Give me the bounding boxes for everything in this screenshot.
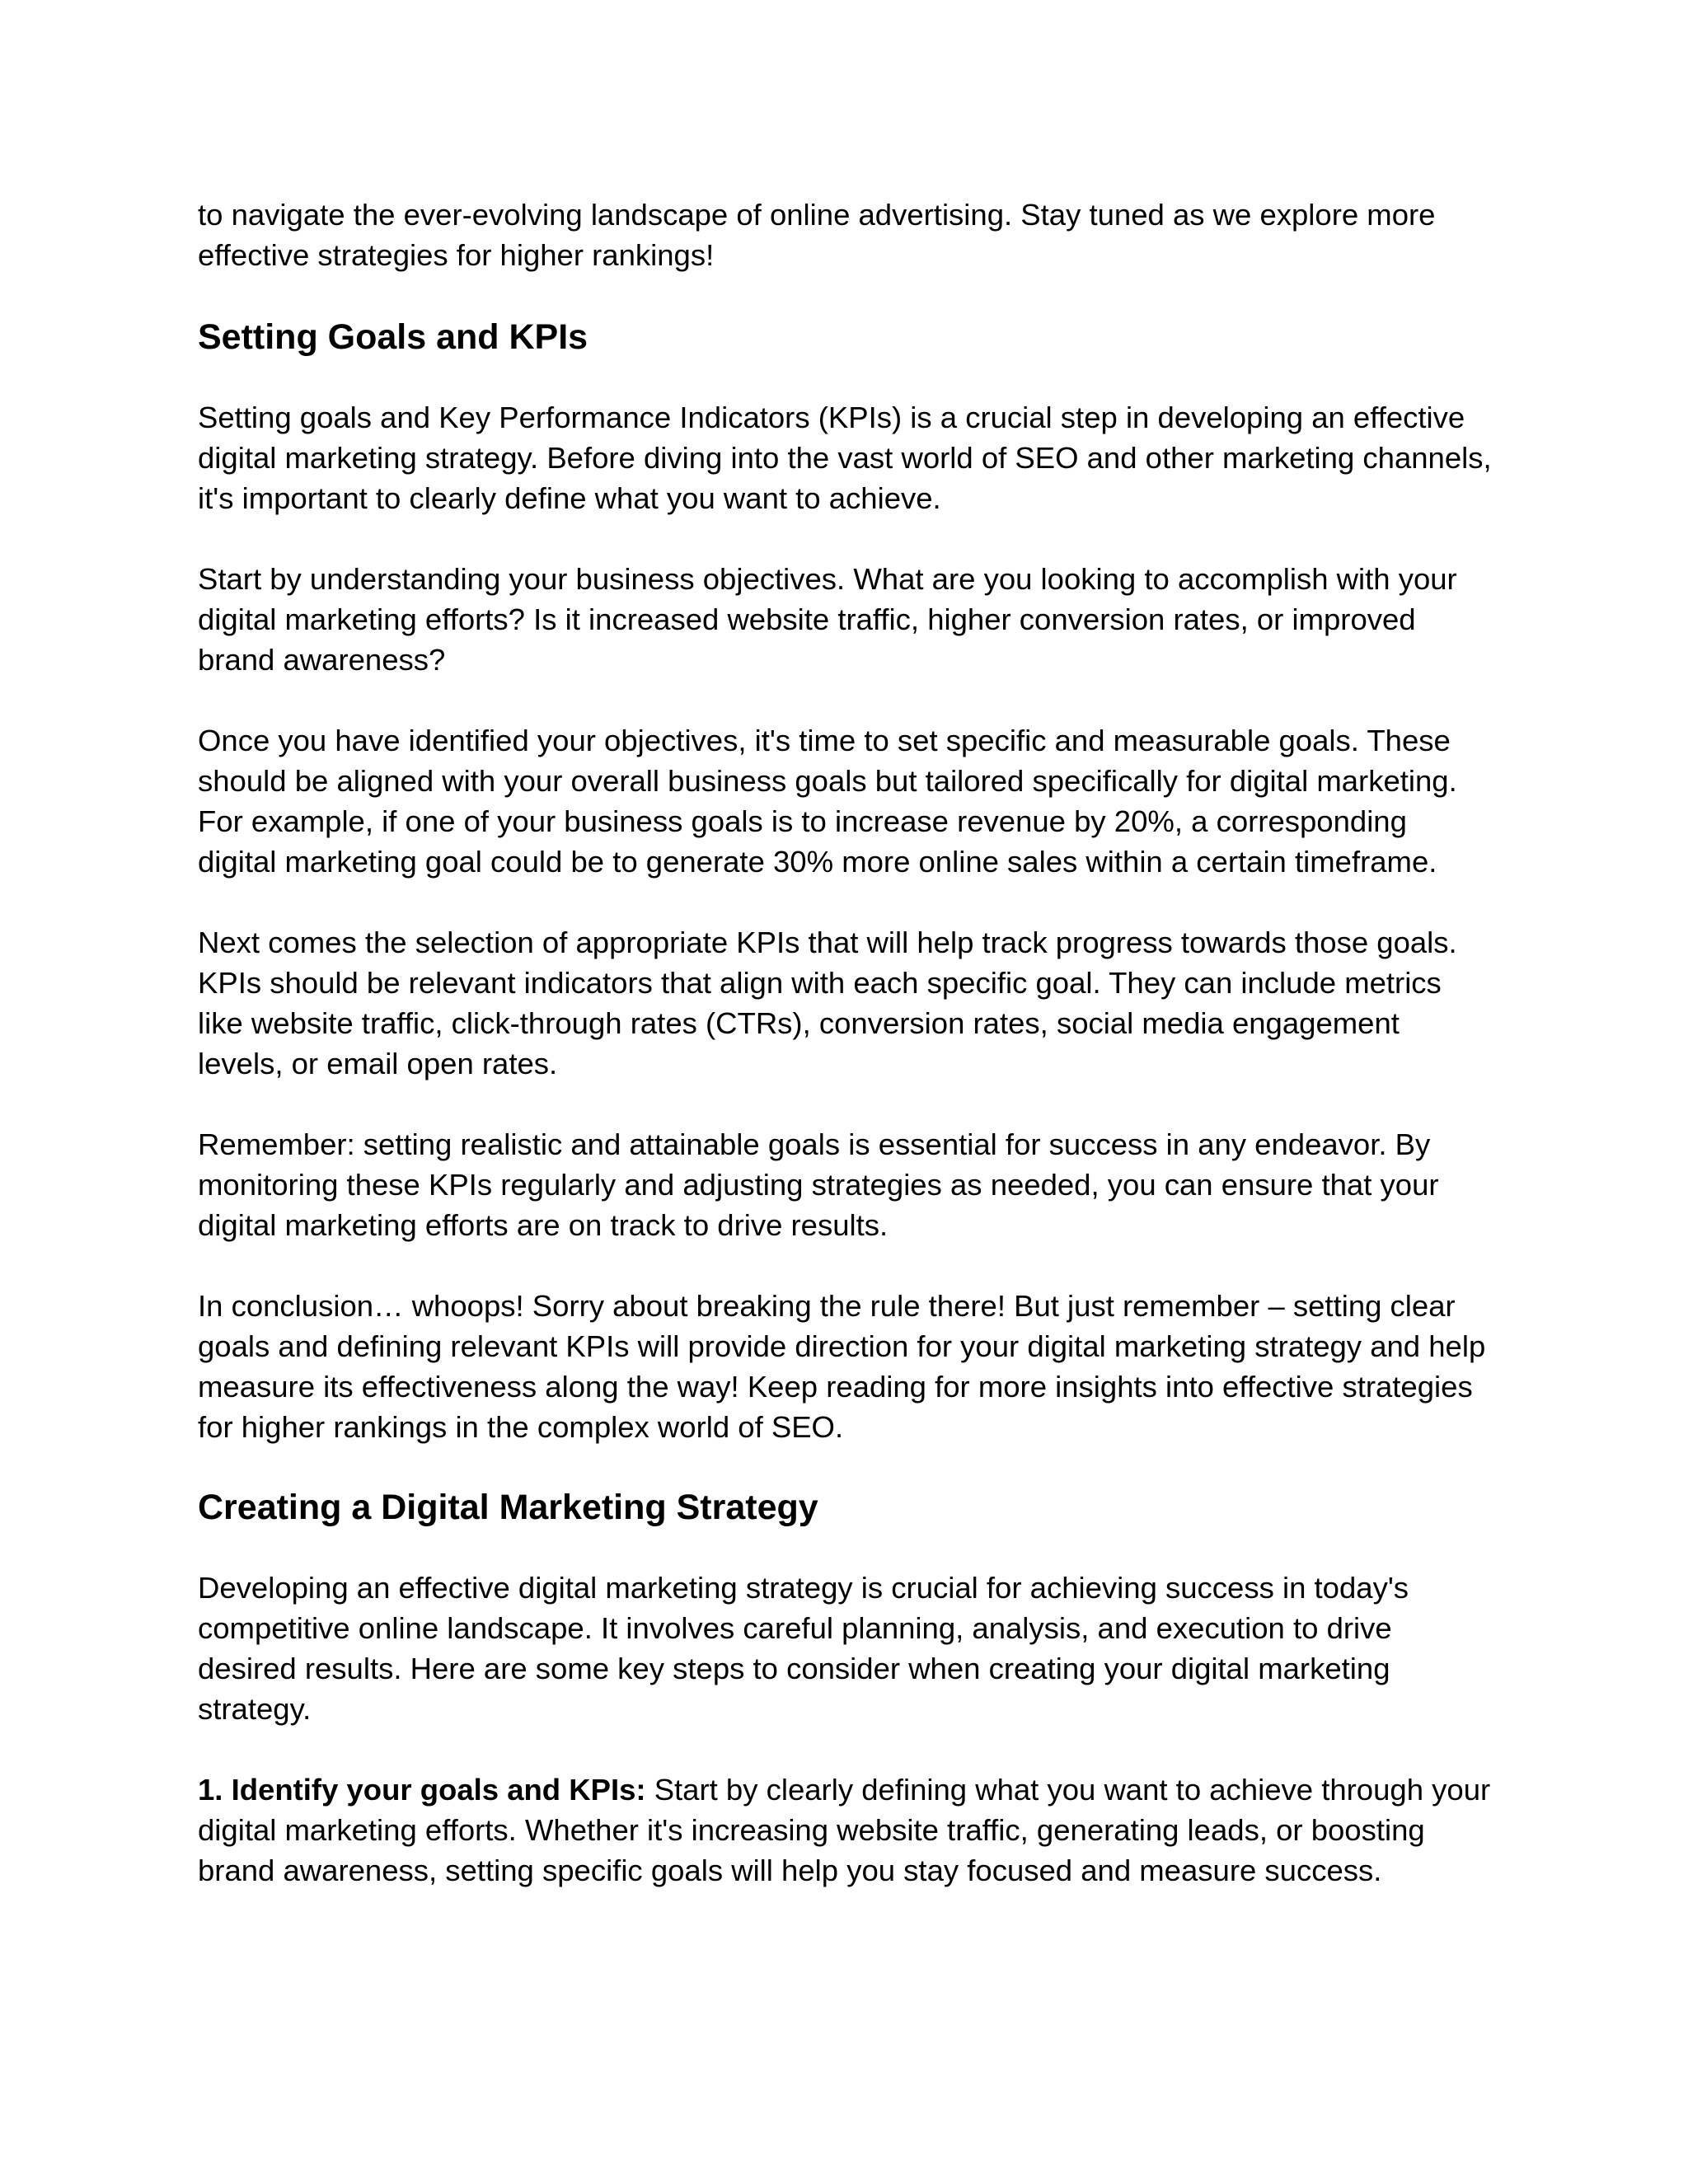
paragraph: In conclusion… whoops! Sorry about breaking the rule there! But just remember – setting clear goals and defining relevant KPIs will provide direction for your digital marketing strategy and help measure its effectiveness along the way! Keep reading for more insights into effective strategies for higher rankings in the complex world of SEO. xyxy=(198,1289,1486,1444)
step-text: Start by clearly defining what you want to achieve through your digital marketing efforts. Whether it's increasing website traffic, generating leads, or boosting brand awareness, setting specific goals will help you stay focused and measure success. xyxy=(198,1773,1491,1887)
paragraph: Developing an effective digital marketing strategy is crucial for achieving success in today's competitive online landscape. It involves careful planning, analysis, and execution to drive desired results. Here are some key steps to consider when creating your digital marketing strategy. xyxy=(198,1571,1409,1726)
step-label: 1. Identify your goals and KPIs: xyxy=(198,1773,646,1807)
step-paragraph xyxy=(198,1769,1492,1891)
paragraph: Start by understanding your business objectives. What are you looking to accomplish with your digital marketing efforts? Is it increased website traffic, higher conversion rates, or improved brand awareness? xyxy=(198,562,1457,677)
intro-paragraph: to navigate the ever-evolving landscape of online advertising. Stay tuned as we explore more effective strategies for higher rankings! xyxy=(198,198,1436,272)
document-body xyxy=(198,194,1492,1891)
paragraph: Once you have identified your objectives, it's time to set specific and measurable goals. These should be aligned with your overall business goals but tailored specifically for digital marketing. For example, if one of your business goals is to increase revenue by 20%, a corresponding digital marketing goal could be to generate 30% more online sales within a certain timeframe. xyxy=(198,724,1457,879)
paragraph: Setting goals and Key Performance Indicators (KPIs) is a crucial step in developing an effective digital marketing strategy. Before diving into the vast world of SEO and other marketing channels, it's important to clearly define what you want to achieve. xyxy=(198,401,1492,515)
paragraph: Next comes the selection of appropriate KPIs that will help track progress towards those goals. KPIs should be relevant indicators that align with each specific goal. They can include metrics like website traffic, click-through rates (CTRs), conversion rates, social media engagement levels, or email open rates. xyxy=(198,926,1457,1080)
section-heading-digital-strategy: Creating a Digital Marketing Strategy xyxy=(198,1488,818,1527)
paragraph: Remember: setting realistic and attainable goals is essential for success in any endeavor. By monitoring these KPIs regularly and adjusting strategies as needed, you can ensure that your digital marketing efforts are on track to drive results. xyxy=(198,1127,1439,1242)
section-heading-setting-goals: Setting Goals and KPIs xyxy=(198,317,588,357)
